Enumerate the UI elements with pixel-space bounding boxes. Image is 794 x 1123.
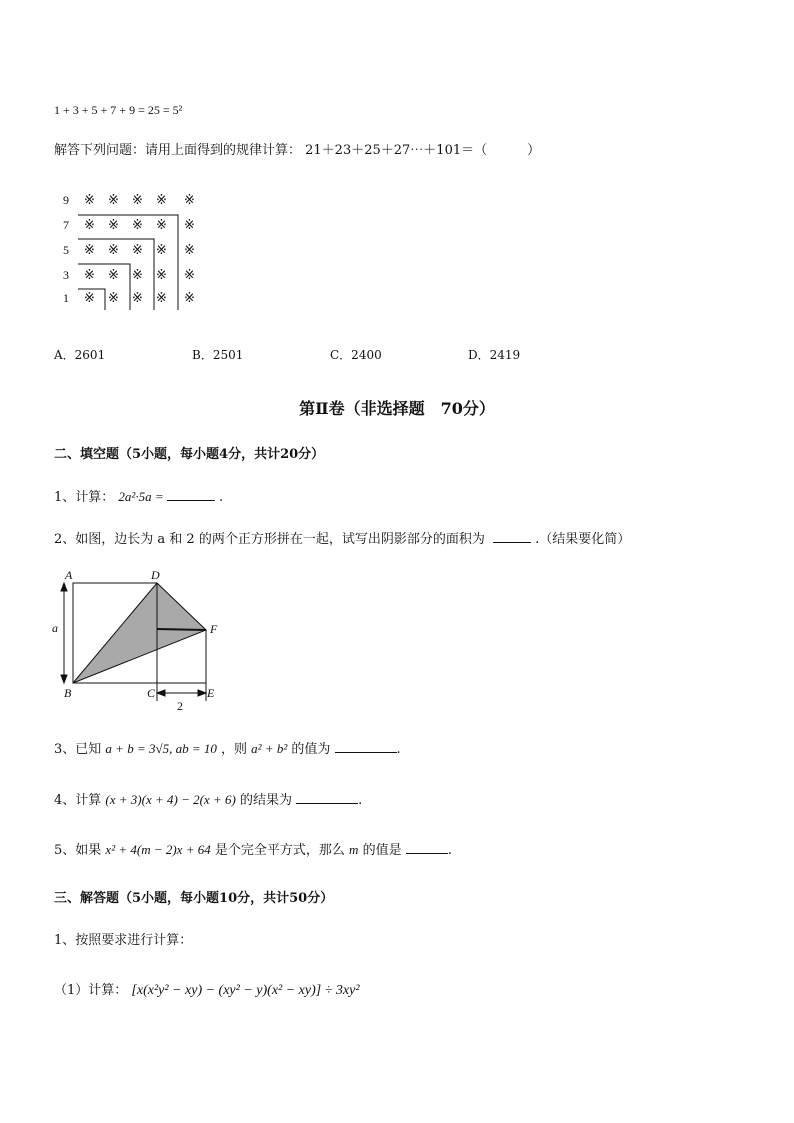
label-side-a: a: [52, 621, 58, 635]
fill-q5: 5、如果 x² + 4(m − 2)x + 64 是个完全平方式，那么 m 的值是 .: [54, 842, 452, 858]
fill-q1-prefix: 1、计算：: [54, 490, 115, 505]
solve-heading: 三、解答题（5小题，每小题10分，共计50分）: [54, 891, 334, 906]
fill-q4-blank[interactable]: [296, 791, 358, 804]
segment-df-marker: [157, 629, 206, 630]
pattern-symbol: ※: [84, 193, 95, 208]
question-prompt: [54, 142, 540, 160]
solve-q1-part1-prefix: （1）计算：: [54, 983, 128, 998]
solve-q1-part1: [54, 982, 360, 1000]
section-2-title: 第Ⅱ卷（非选择题 70分）: [299, 399, 495, 418]
pattern-symbol: ※: [184, 193, 195, 208]
fill-q1-formula: 2a²·5a =: [118, 489, 167, 504]
pattern-symbol: ※: [108, 268, 119, 283]
fill-q5-mid: 是个完全平方式，那么: [214, 843, 345, 858]
solve-q1: 1、按照要求进行计算：: [54, 933, 193, 948]
fill-q4-prefix: 4、计算: [54, 793, 102, 808]
pattern-symbol: ※: [108, 193, 119, 208]
pattern-symbol: ※: [184, 243, 195, 258]
shaded-triangle: [73, 583, 206, 683]
pattern-row-label: 9: [63, 193, 69, 207]
pattern-symbol: ※: [132, 291, 143, 306]
pattern-symbol: ※: [84, 291, 95, 306]
pattern-symbol: ※: [108, 243, 119, 258]
question-prompt-text: 解答下列问题：请用上面得到的规律计算： 21＋23＋25＋27⋯＋101＝（: [54, 143, 488, 158]
fill-q5-formula: x² + 4(m − 2)x + 64: [105, 842, 211, 857]
solve-q1-part1-formula: [x(x²y² − xy) − (xy² − y)(x² − xy)] ÷ 3xy²: [131, 983, 360, 998]
fill-q4-suffix: 的结果为: [239, 793, 292, 808]
fill-q2-suffix: .（结果要化简）: [535, 532, 631, 547]
fill-q2: [54, 530, 630, 549]
pattern-symbol: ※: [156, 268, 167, 283]
pattern-symbol: ※: [84, 218, 95, 233]
pattern-symbol: ※: [156, 193, 167, 208]
pattern-row-label: 7: [63, 218, 69, 232]
pattern-symbol: ※: [132, 218, 143, 233]
question-paren-close: ）: [527, 143, 541, 158]
fill-q1-suffix: .: [218, 490, 224, 505]
fill-q5-suffix: 的值是: [362, 843, 402, 858]
pattern-symbol: ※: [84, 243, 95, 258]
pattern-symbol: ※: [156, 291, 167, 306]
fill-q5-prefix: 5、如果: [54, 843, 102, 858]
fill-q3-formula: a + b = 3√5, ab = 10: [105, 741, 217, 756]
pattern-symbol: ※: [156, 243, 167, 258]
pattern-row-label: 1: [63, 291, 69, 305]
pattern-symbol: ※: [184, 268, 195, 283]
label-side-2: 2: [177, 699, 183, 713]
odd-numbers-pattern-figure: [60, 188, 210, 316]
dimension-a-arrow-top: [61, 583, 67, 591]
fill-q3: 3、已知 a + b = 3√5, ab = 10 ，则 a² + b² 的值为 .: [54, 741, 401, 757]
dimension-2-arrow-right: [198, 690, 206, 696]
pattern-symbol: ※: [156, 218, 167, 233]
pattern-symbol: ※: [132, 268, 143, 283]
choice-c[interactable]: C．2400: [330, 348, 382, 362]
label-d-point: D: [151, 568, 160, 582]
fill-q3-prefix: 3、已知: [54, 742, 102, 757]
dimension-2-arrow-left: [157, 690, 165, 696]
pattern-symbol: ※: [108, 218, 119, 233]
choice-b[interactable]: B．2501: [192, 348, 244, 362]
fill-q3-formula2: a² + b²: [251, 741, 288, 756]
pattern-symbol: ※: [184, 218, 195, 233]
fill-q4: 4、计算 (x + 3)(x + 4) − 2(x + 6) 的结果为 .: [54, 792, 363, 808]
pattern-row-label: 3: [63, 268, 69, 282]
fill-q4-formula: (x + 3)(x + 4) − 2(x + 6): [105, 792, 236, 807]
intro-formula: 1 + 3 + 5 + 7 + 9 = 25 = 5²: [54, 103, 183, 117]
label-c-point: C: [147, 686, 156, 700]
pattern-symbol: ※: [132, 243, 143, 258]
pattern-row-label: 5: [63, 243, 69, 257]
label-a-point: A: [65, 568, 73, 582]
fill-q5-blank[interactable]: [406, 841, 448, 854]
choice-d[interactable]: D．2419: [468, 348, 521, 362]
pattern-symbol: ※: [184, 291, 195, 306]
pattern-symbol: ※: [84, 268, 95, 283]
fill-q2-blank[interactable]: [493, 530, 531, 543]
fill-in-heading: 二、填空题（5小题，每小题4分，共计20分）: [54, 447, 325, 462]
fill-q2-text: 2、如图，边长为 a 和 2 的两个正方形拼在一起，试写出阴影部分的面积为: [54, 532, 485, 547]
fill-q3-suffix: 的值为: [291, 742, 331, 757]
fill-q5-var: m: [349, 842, 359, 857]
fill-q1: [54, 488, 223, 507]
label-f-point: F: [210, 622, 218, 636]
label-b-point: B: [64, 686, 72, 700]
two-squares-figure: [46, 566, 236, 716]
label-e-point: E: [207, 686, 215, 700]
choice-a[interactable]: A．2601: [54, 348, 106, 362]
pattern-symbol: ※: [108, 291, 119, 306]
pattern-symbol: ※: [132, 193, 143, 208]
fill-q3-blank[interactable]: [335, 740, 397, 753]
dimension-a-arrow-bottom: [61, 675, 67, 683]
fill-q3-mid: ，则: [221, 742, 248, 757]
fill-q1-blank[interactable]: [167, 488, 215, 501]
